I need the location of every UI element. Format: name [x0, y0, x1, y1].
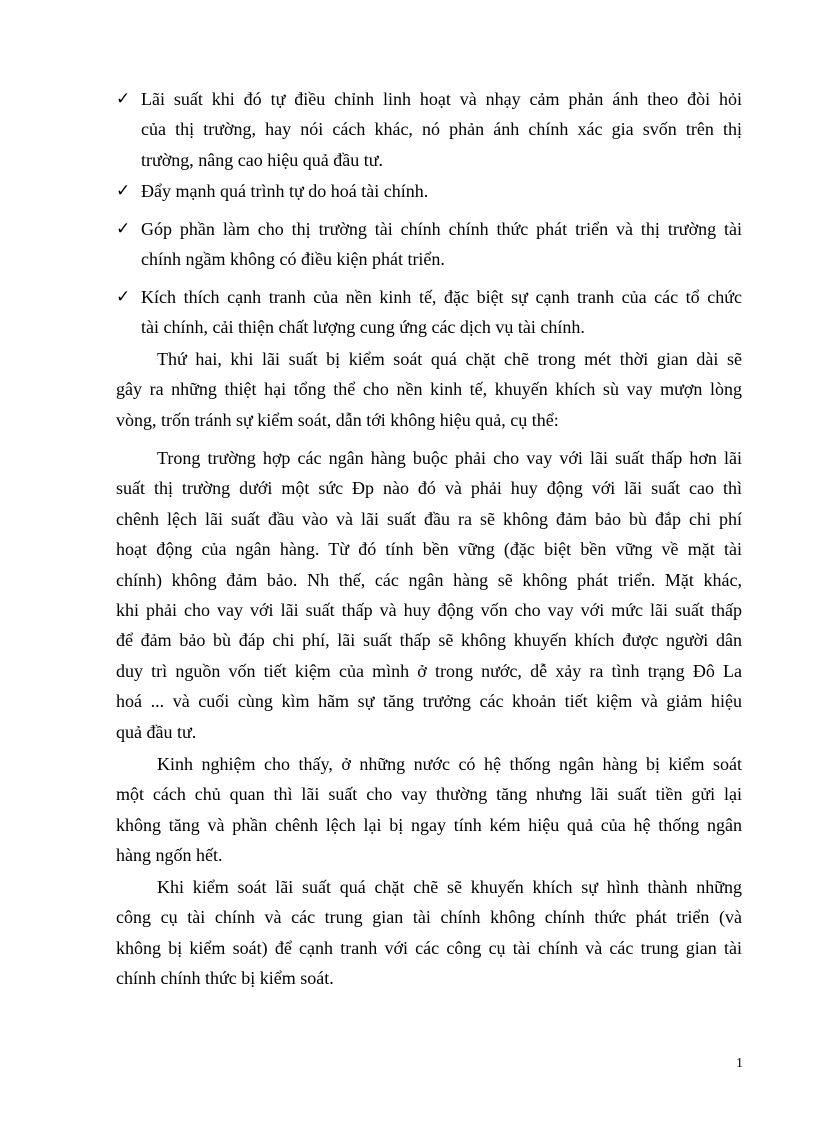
check-icon: ✓: [116, 89, 131, 109]
paragraph: [116, 443, 742, 747]
text-line: Khi kiểm soát lãi suất quá chặt chẽ sẽ khuyến khích sự hình thành những: [157, 877, 742, 897]
text-line: Đẩy mạnh quá trình tự do hoá tài chính.: [141, 181, 429, 201]
text-line: suất thị trường dưới một sức Đp nào đó và phải huy động với lãi suất cao thì: [116, 478, 742, 499]
text-line: Trong trường hợp các ngân hàng buộc phải cho vay với lãi suất thấp hơn lãi: [157, 448, 742, 468]
text-line: hàng ngốn hết.: [116, 845, 223, 866]
check-icon: ✓: [116, 287, 131, 307]
text-line: không bị kiểm soát) để cạnh tranh với các công cụ tài chính và các trung gian tài: [116, 937, 742, 958]
text-line: hoạt động của ngân hàng. Từ đó tính bền vững (đặc biệt bền vững về mặt tài: [116, 539, 742, 560]
text-line: duy trì nguồn vốn tiết kiệm của mình ở trong nước, dễ xảy ra tình trạng Đô La: [116, 660, 742, 681]
text-line: hoá ... và cuối cùng kìm hãm sự tăng trưởng các khoản tiết kiệm và giảm hiệu: [116, 691, 742, 712]
text-line: Kinh nghiệm cho thấy, ở những nước có hệ thống ngân hàng bị kiểm soát: [157, 754, 742, 774]
text-line: Lãi suất khi đó tự điều chỉnh linh hoạt và nhạy cảm phản ánh theo đòi hỏi: [141, 89, 742, 109]
text-line: để đảm bảo bù đáp chi phí, lãi suất thấp sẽ không khuyến khích được người dân: [116, 630, 742, 651]
bullet-item: [116, 176, 742, 206]
paragraph: [116, 749, 742, 871]
text-line: khi phải cho vay với lãi suất thấp và huy động vốn cho vay với mức lãi suất thấp: [116, 599, 742, 620]
text-line: một cách chủ quan thì lãi suất cho vay thường tăng nhưng lãi suất tiền gửi lại: [116, 784, 742, 805]
text-line: trường, nâng cao hiệu quả đầu tư.: [141, 149, 383, 170]
text-line: quả đầu tư.: [116, 721, 197, 742]
text-line: chính ngầm không có điều kiện phát triển.: [141, 249, 445, 270]
paragraph: [116, 872, 742, 994]
text-line: Thứ hai, khi lãi suất bị kiểm soát quá chặt chẽ trong mét thời gian dài sẽ: [157, 349, 742, 369]
text-line: chính chính thức bị kiểm soát.: [116, 968, 334, 989]
text-line: vòng, trốn tránh sự kiểm soát, dẫn tới không hiệu quả, cụ thể:: [116, 409, 559, 430]
bullet-item: [116, 282, 742, 343]
page-number: 1: [736, 1056, 743, 1071]
text-line: chính) không đảm bảo. Nh thế, các ngân hàng sẽ không phát triển. Mặt khác,: [116, 569, 742, 590]
text-line: Góp phần làm cho thị trường tài chính chính thức phát triển và thị trường tài: [141, 219, 742, 239]
check-icon: ✓: [116, 181, 131, 201]
text-line: công cụ tài chính và các trung gian tài chính không chính thức phát triển (và: [116, 907, 742, 928]
paragraph: [116, 344, 742, 435]
text-line: không tăng và phần chênh lệch lại bị ngay tính kém hiệu quả của hệ thống ngân: [116, 814, 742, 835]
text-line: tài chính, cải thiện chất lượng cung ứng các dịch vụ tài chính.: [141, 317, 585, 338]
text-line: Kích thích cạnh tranh của nền kinh tế, đặc biệt sự cạnh tranh của các tổ chức: [141, 287, 742, 307]
text-line: chênh lệch lãi suất đầu vào và lãi suất đầu ra sẽ không đảm bảo bù đắp chi phí: [116, 508, 742, 529]
text-line: của thị trường, hay nói cách khác, nó phản ánh chính xác gia svốn trên thị: [141, 119, 742, 140]
bullet-item: [116, 84, 742, 175]
text-line: gây ra những thiệt hại tổng thể cho nền kinh tế, khuyến khích sù vay mượn lòng: [116, 379, 742, 400]
check-icon: ✓: [116, 219, 131, 239]
bullet-item: [116, 214, 742, 275]
